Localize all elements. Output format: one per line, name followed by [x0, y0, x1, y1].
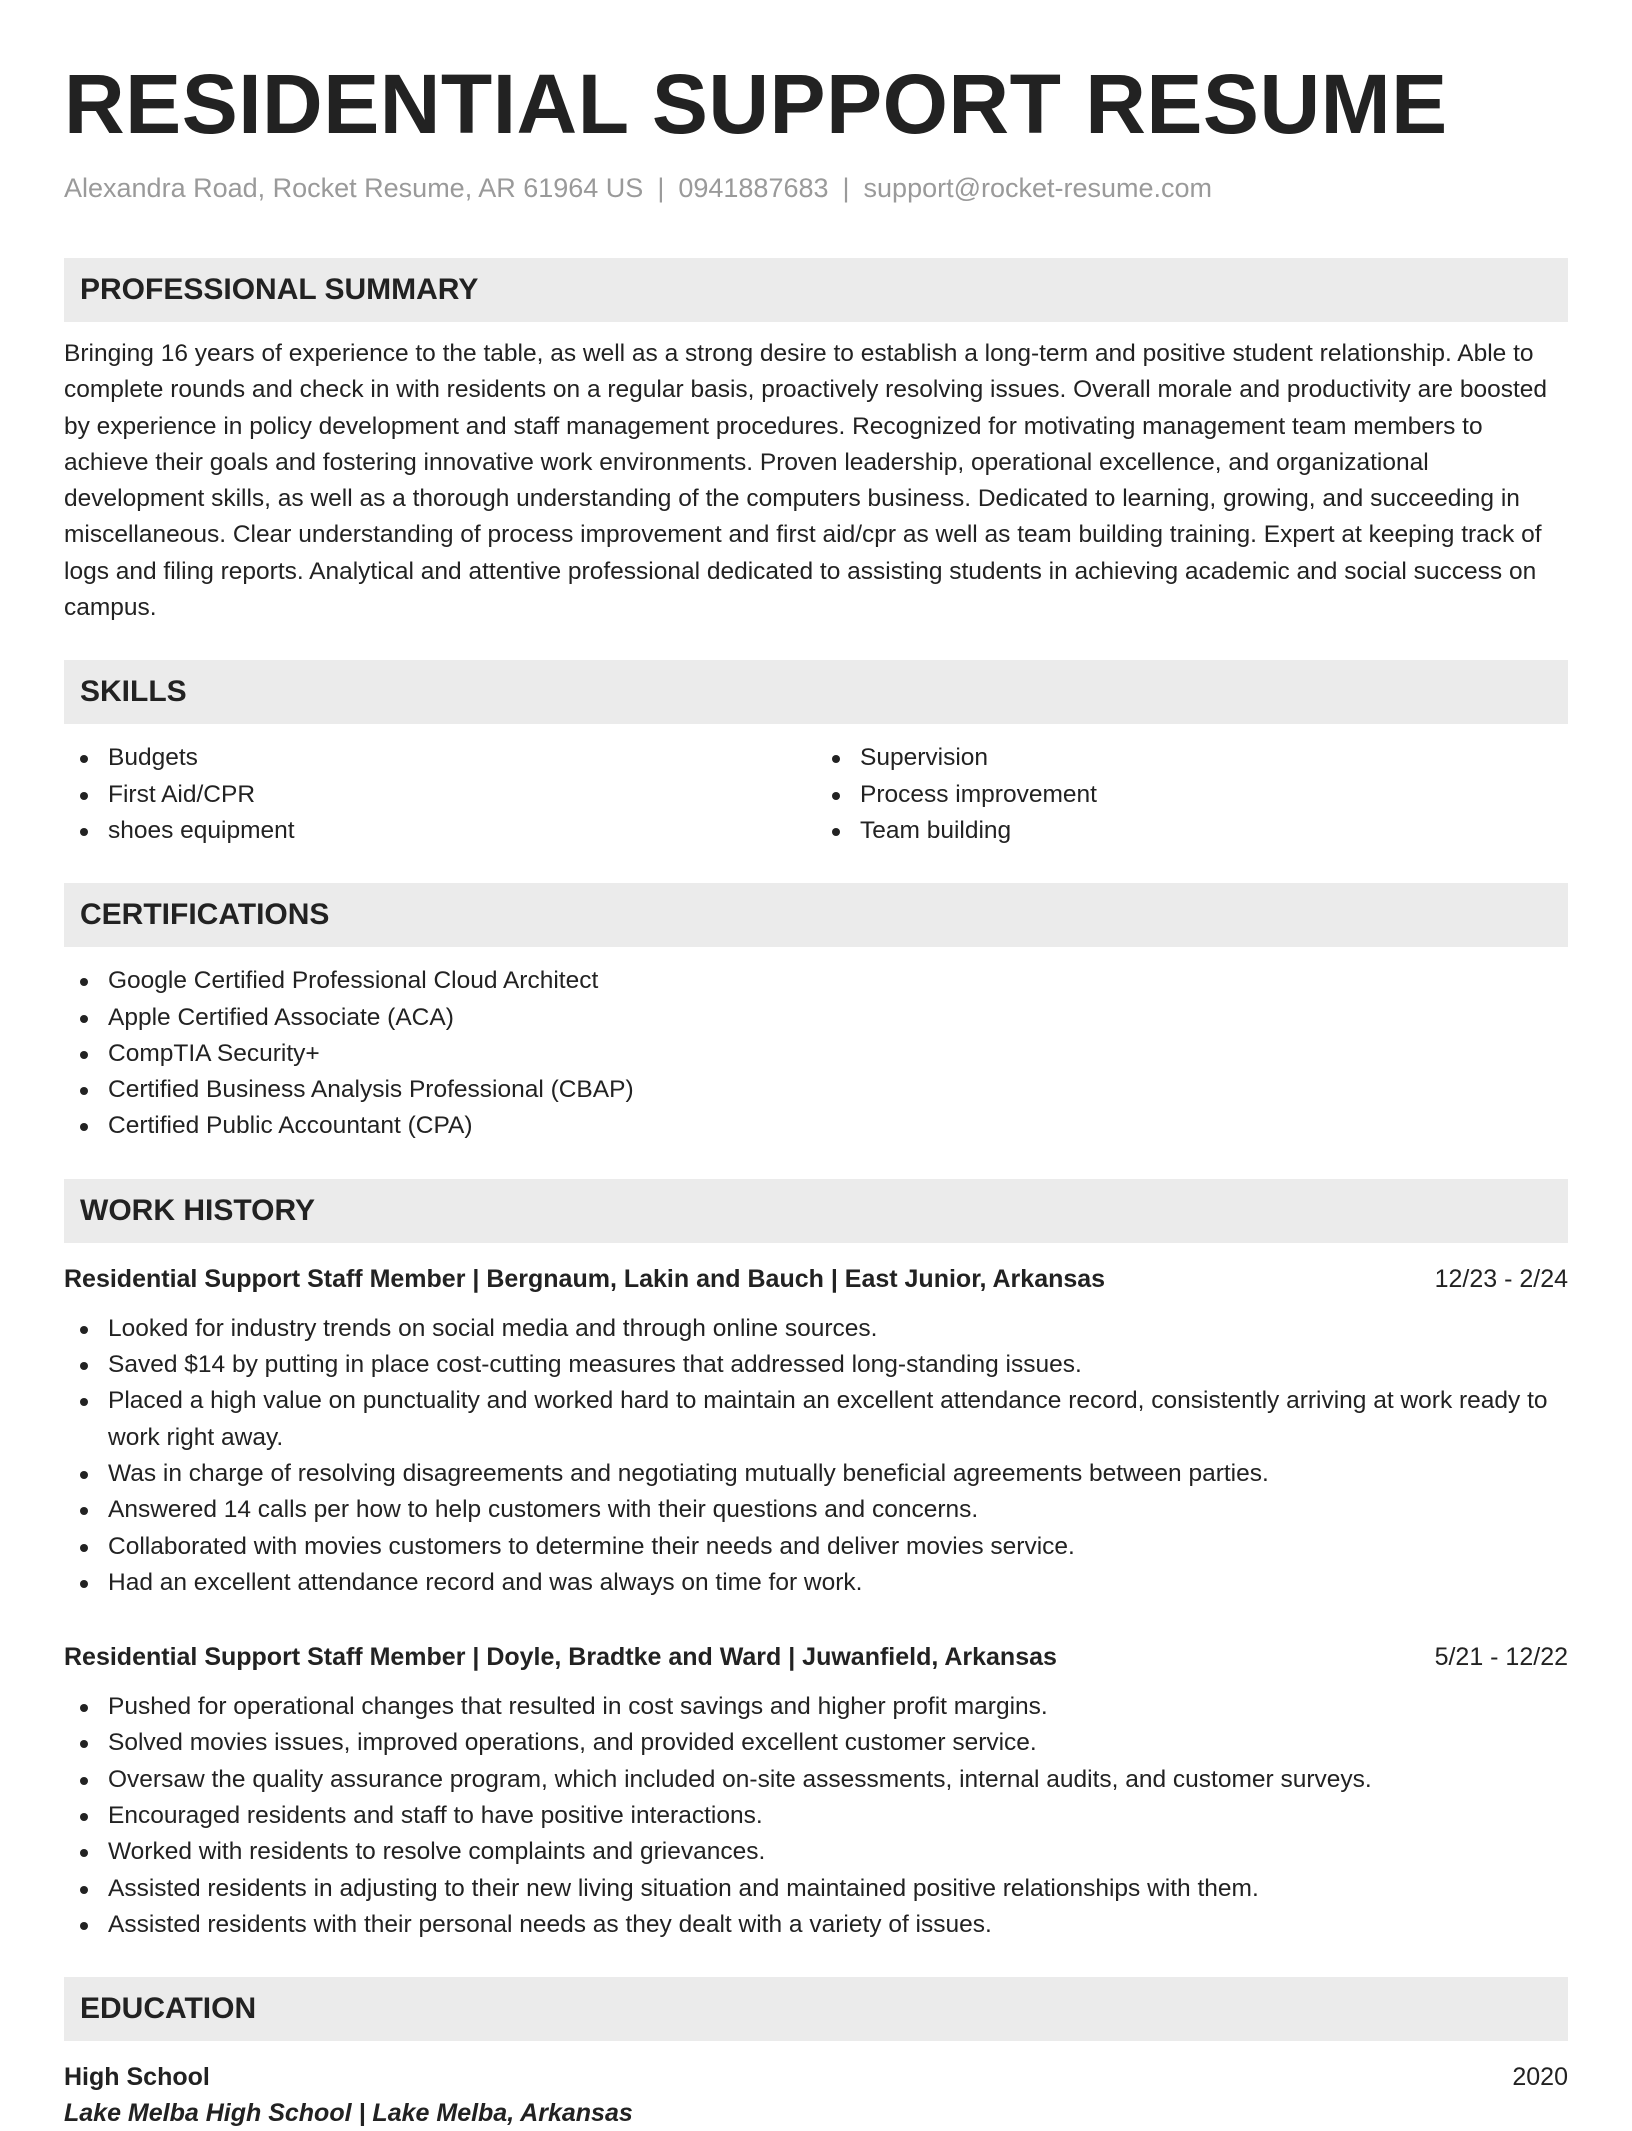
job-bullet-list	[64, 1311, 1568, 1601]
education-degree: High School	[64, 2063, 210, 2092]
job-title: Residential Support Staff Member | Bergnaum, Lakin and Bauch | East Junior, Arkansas	[64, 1264, 1106, 1293]
job-bullet: Answered 14 calls per how to help customers with their questions and concerns.	[64, 1492, 1568, 1528]
skill-item: Process improvement	[816, 777, 1568, 813]
job-bullet: Looked for industry trends on social media and through online sources.	[64, 1311, 1568, 1347]
section-header-summary: PROFESSIONAL SUMMARY	[64, 258, 1568, 322]
job-bullet: Encouraged residents and staff to have positive interactions.	[64, 1798, 1568, 1834]
job-bullet: Worked with residents to resolve complaints and grievances.	[64, 1834, 1568, 1870]
job-bullet: Collaborated with movies customers to determine their needs and deliver movies service.	[64, 1529, 1568, 1565]
education-school: Lake Melba High School | Lake Melba, Arkansas	[64, 2099, 633, 2128]
skills-list	[64, 740, 1568, 849]
summary-text: Bringing 16 years of experience to the table, as well as a strong desire to establish a long-term and positive student relationship. Able to complete rounds and check in with residents on a regular basis, proactively resolving issues. Overall morale and productivity are boosted by experience in policy development and staff management procedures. Recognized for motivating management team members to achieve their goals and fostering innovative work environments. Proven leadership, operational excellence, and organizational development skills, as well as a thorough understanding of the computers business. Dedicated to learning, growing, and succeeding in miscellaneous. Clear understanding of process improvement and first aid/cpr as well as team building training. Expert at keeping track of logs and filing reports. Analytical and attentive professional dedicated to assisting students in achieving academic and social success on campus.	[64, 340, 1548, 622]
certification-item: Google Certified Professional Cloud Architect	[64, 963, 1568, 999]
section-header-education: EDUCATION	[64, 1977, 1568, 2041]
skill-item: First Aid/CPR	[64, 777, 816, 813]
job-bullet: Oversaw the quality assurance program, which included on-site assessments, internal audits, and customer surveys.	[64, 1762, 1568, 1798]
skill-item: Supervision	[816, 740, 1568, 776]
contact-line	[64, 170, 1568, 206]
skills-column-right	[816, 740, 1568, 849]
contact-address: Alexandra Road, Rocket Resume, AR 61964 US	[64, 173, 644, 203]
job-bullet-list	[64, 1689, 1568, 1943]
contact-phone: 0941887683	[678, 173, 829, 203]
resume-title: RESIDENTIAL SUPPORT RESUME	[64, 57, 1448, 151]
job-bullet: Assisted residents with their personal needs as they dealt with a variety of issues.	[64, 1907, 1568, 1943]
job-header	[64, 1639, 1568, 1675]
contact-separator: |	[842, 173, 850, 203]
education-year: 2020	[1512, 2063, 1568, 2092]
certification-item: Apple Certified Associate (ACA)	[64, 1000, 1568, 1036]
contact-separator: |	[657, 173, 665, 203]
certification-item: Certified Business Analysis Professional (CBAP)	[64, 1072, 1568, 1108]
skill-item: Budgets	[64, 740, 816, 776]
job-title: Residential Support Staff Member | Doyle, Bradtke and Ward | Juwanfield, Arkansas	[64, 1643, 1057, 1672]
job-bullet: Was in charge of resolving disagreements and negotiating mutually beneficial agreements between parties.	[64, 1456, 1568, 1492]
job-dates: 5/21 - 12/22	[1434, 1643, 1568, 1672]
contact-email: support@rocket-resume.com	[863, 173, 1213, 203]
job-dates: 12/23 - 2/24	[1434, 1264, 1568, 1293]
job-bullet: Solved movies issues, improved operations, and provided excellent customer service.	[64, 1725, 1568, 1761]
job-bullet: Pushed for operational changes that resulted in cost savings and higher profit margins.	[64, 1689, 1568, 1725]
skill-item: Team building	[816, 813, 1568, 849]
job-bullet: Assisted residents in adjusting to their new living situation and maintained positive relationships with them.	[64, 1871, 1568, 1907]
skills-column-left	[64, 740, 816, 849]
job-bullet: Placed a high value on punctuality and worked hard to maintain an excellent attendance record, consistently arriving at work ready to work right away.	[64, 1383, 1568, 1456]
job-header	[64, 1261, 1568, 1297]
section-header-certifications: CERTIFICATIONS	[64, 883, 1568, 947]
section-header-skills: SKILLS	[64, 660, 1568, 724]
certification-item: CompTIA Security+	[64, 1036, 1568, 1072]
section-header-work-history: WORK HISTORY	[64, 1179, 1568, 1243]
certification-item: Certified Public Accountant (CPA)	[64, 1108, 1568, 1144]
job-bullet: Saved $14 by putting in place cost-cutting measures that addressed long-standing issues.	[64, 1347, 1568, 1383]
education-header	[64, 2059, 1568, 2095]
skill-item: shoes equipment	[64, 813, 816, 849]
job-bullet: Had an excellent attendance record and was always on time for work.	[64, 1565, 1568, 1601]
certifications-list	[64, 963, 1568, 1144]
